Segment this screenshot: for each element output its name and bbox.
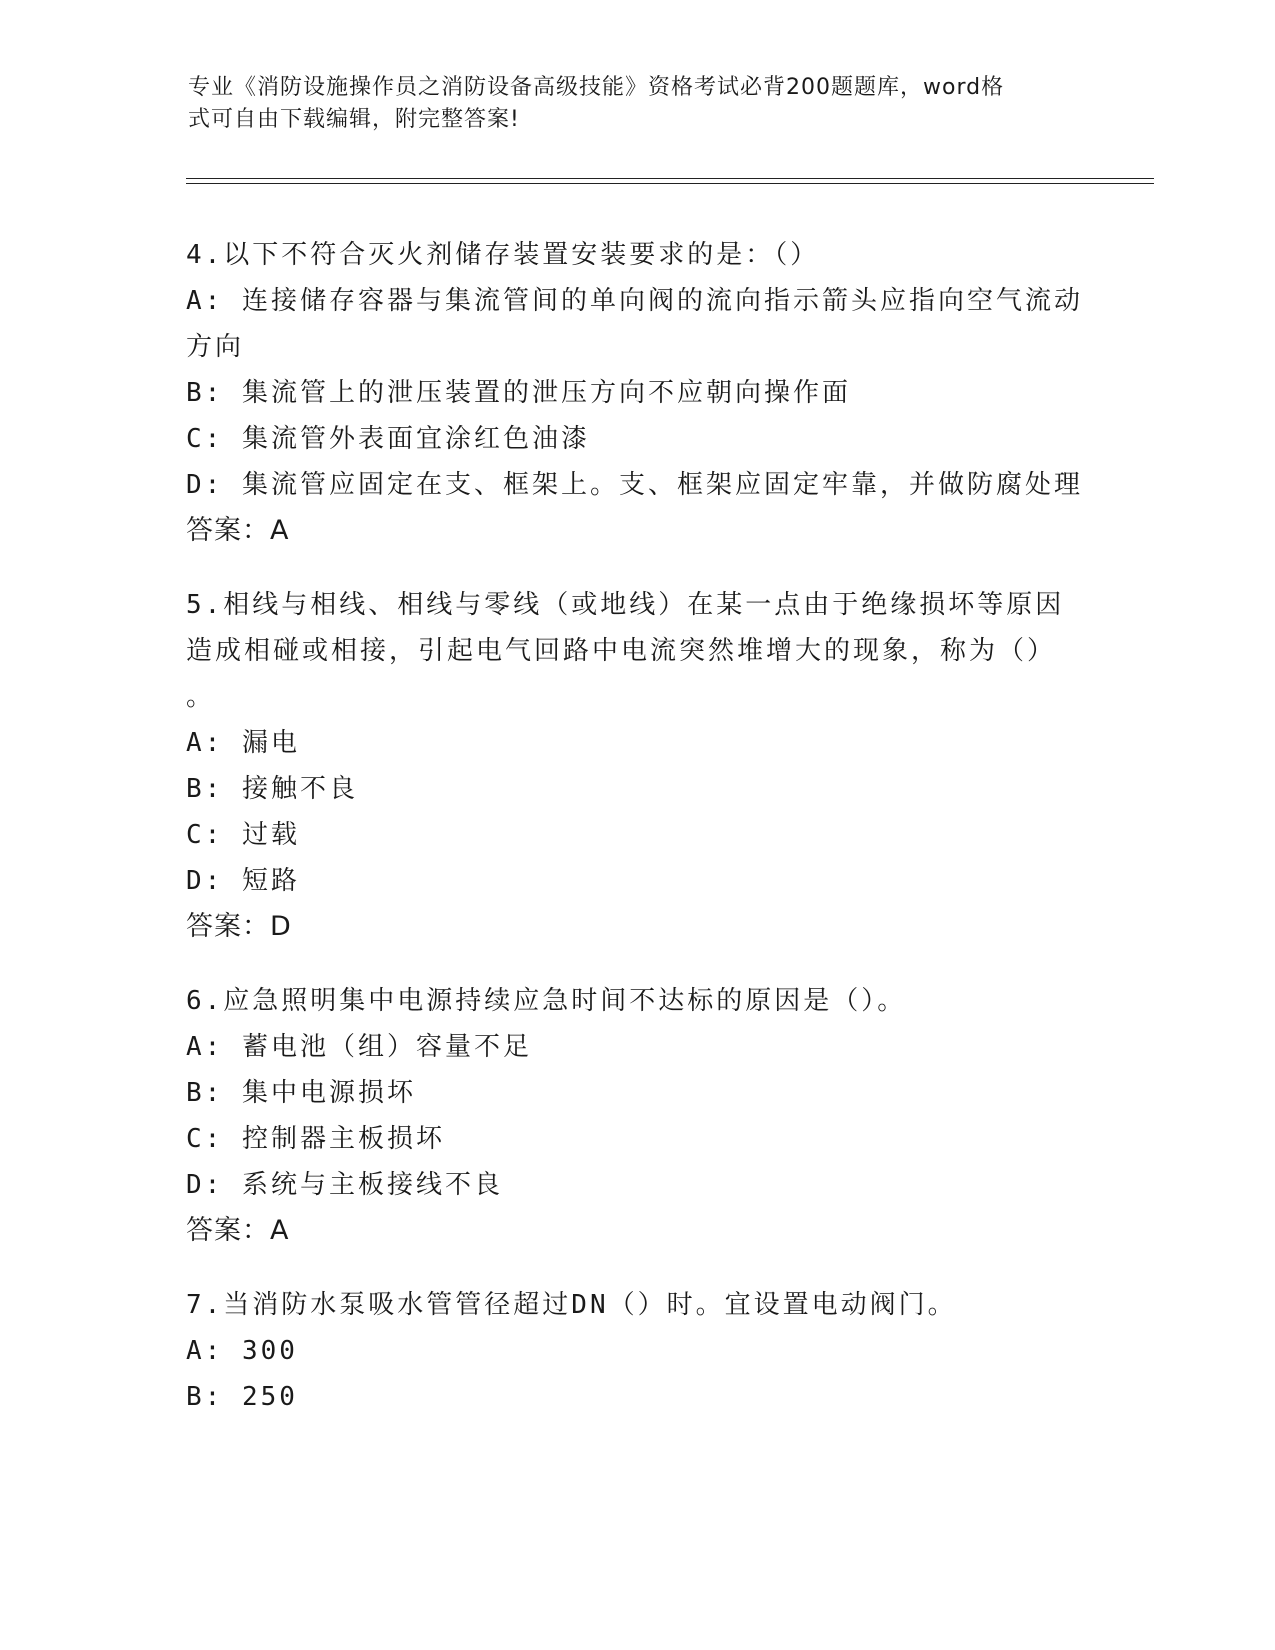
option-text: A: 连接储存容器与集流管间的单向阀的流向指示箭头应指向空气流动: [186, 286, 1083, 316]
question-4: [186, 232, 1086, 554]
header-divider-bottom: [186, 183, 1154, 184]
option-b: B: 250: [186, 1382, 298, 1412]
option-d: D: 集流管应固定在支、框架上。支、框架应固定牢靠，并做防腐处理: [186, 470, 1083, 500]
option-a: A: 漏电: [186, 728, 300, 758]
question-stem: 4.以下不符合灭火剂储存装置安装要求的是：（）: [186, 240, 820, 270]
document-header: [188, 72, 1078, 136]
option-a: A: 300: [186, 1336, 298, 1366]
question-stem-continued: 造成相碰或相接，引起电气回路中电流突然堆增大的现象，称为（）: [186, 636, 1057, 666]
option-b: B: 集流管上的泄压装置的泄压方向不应朝向操作面: [186, 378, 851, 408]
question-5: [186, 582, 1086, 950]
answer: 答案：A: [186, 515, 290, 546]
header-line-2: 式可自由下载编辑，附完整答案!: [188, 107, 520, 132]
question-stem: 5.相线与相线、相线与零线（或地线）在某一点由于绝缘损坏等原因: [186, 590, 1065, 620]
option-b: B: 接触不良: [186, 774, 358, 804]
question-6: [186, 978, 1086, 1254]
answer: 答案：D: [186, 911, 292, 942]
header-divider-top: [186, 178, 1154, 179]
option-c: C: 控制器主板损坏: [186, 1124, 445, 1154]
option-b: B: 集中电源损坏: [186, 1078, 416, 1108]
question-stem-end: 。: [186, 682, 216, 712]
question-list: [186, 232, 1086, 1448]
header-line-1: 专业《消防设施操作员之消防设备高级技能》资格考试必背200题题库，word格: [188, 75, 1005, 100]
answer: 答案：A: [186, 1215, 290, 1246]
option-c: C: 过载: [186, 820, 300, 850]
question-stem: 6.应急照明集中电源持续应急时间不达标的原因是（）。: [186, 986, 907, 1016]
question-7: [186, 1282, 1086, 1420]
option-d: D: 短路: [186, 866, 300, 896]
option-a: [186, 278, 1086, 370]
option-text-continued: 方向: [186, 332, 245, 362]
option-d: D: 系统与主板接线不良: [186, 1170, 503, 1200]
option-a: A: 蓄电池（组）容量不足: [186, 1032, 532, 1062]
option-c: C: 集流管外表面宜涂红色油漆: [186, 424, 590, 454]
question-stem: 7.当消防水泵吸水管管径超过DN（）时。宜设置电动阀门。: [186, 1290, 957, 1320]
